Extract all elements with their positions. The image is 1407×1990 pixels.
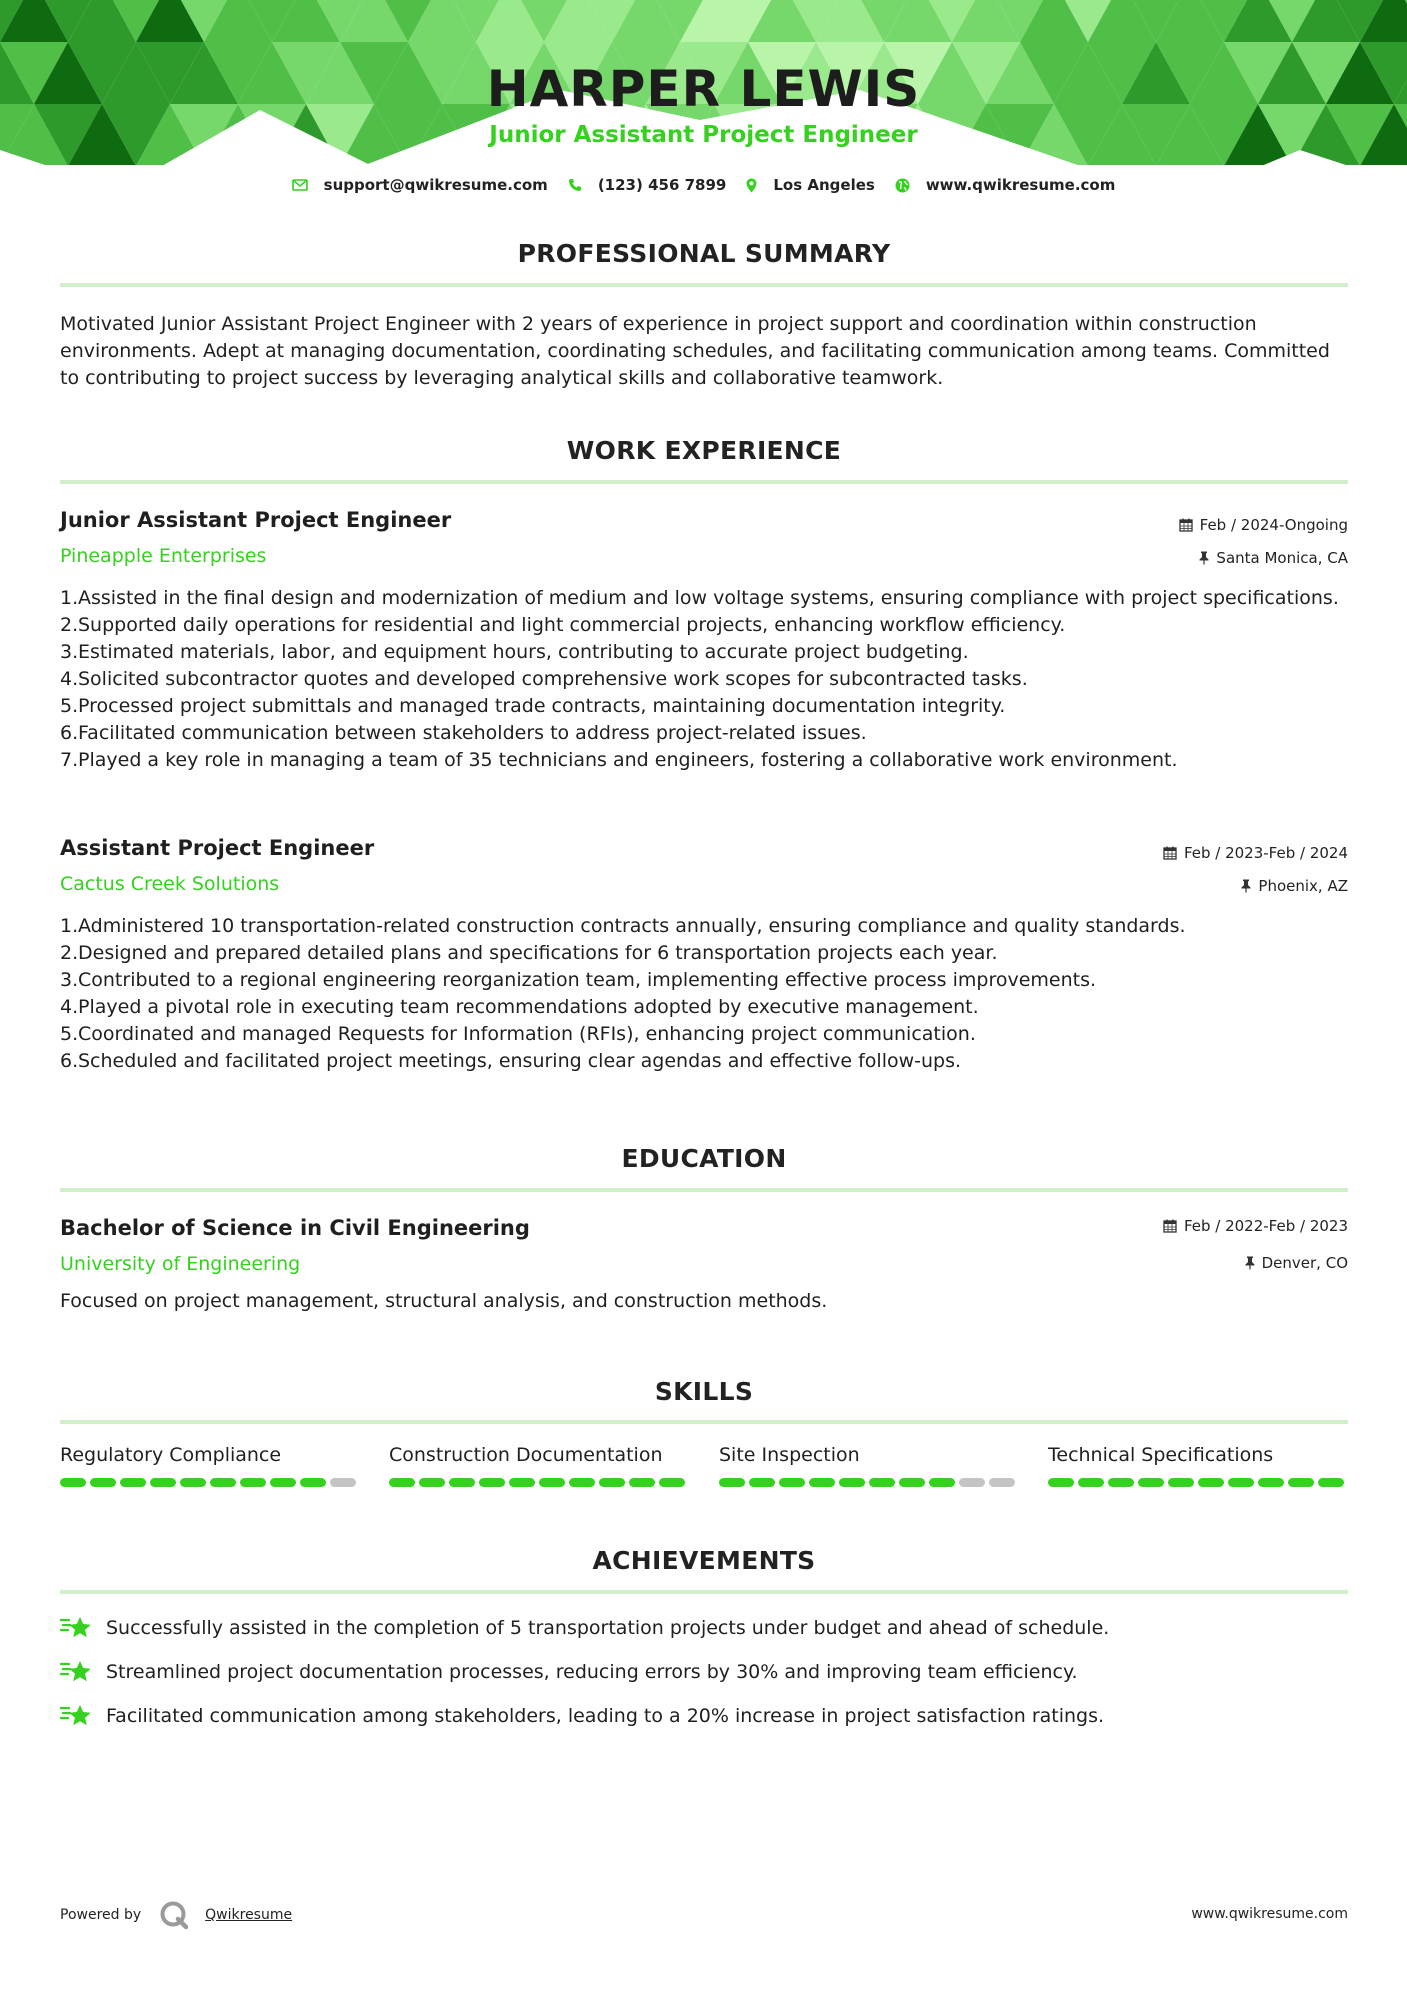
- contact-website-text: www.qwikresume.com: [925, 176, 1116, 194]
- star-icon: [60, 1658, 92, 1686]
- bullet-item: [60, 612, 1348, 639]
- skill-segment-filled: [300, 1478, 326, 1487]
- skill-segment-filled: [599, 1478, 625, 1487]
- job-dates-1-text: Feb / 2024-Ongoing: [1199, 516, 1348, 534]
- bullet-number: 3.: [60, 641, 79, 663]
- achievement-text: Facilitated communication among stakeholders, leading to a 20% increase in project satisfaction ratings.: [106, 1705, 1105, 1727]
- pushpin-icon: [1241, 879, 1251, 893]
- contact-row: [0, 174, 1407, 196]
- contact-phone[interactable]: [568, 176, 727, 194]
- skill-segment-filled: [180, 1478, 206, 1487]
- calendar-icon: [1179, 518, 1193, 532]
- skill-segment-filled: [90, 1478, 116, 1487]
- skill-segment-empty: [989, 1478, 1015, 1487]
- skill-segment-filled: [1318, 1478, 1344, 1487]
- contact-location: [746, 176, 874, 194]
- phone-icon: [568, 178, 582, 192]
- skill-segment-filled: [1048, 1478, 1074, 1487]
- skill-segment-filled: [719, 1478, 745, 1487]
- experience-divider: [60, 480, 1348, 484]
- achievement-text: Successfully assisted in the completion of 5 transportation projects under budget and ahead of schedule.: [106, 1617, 1110, 1639]
- bullet-text: Played a pivotal role in executing team recommendations adopted by executive management.: [78, 996, 979, 1018]
- bullet-number: 5.: [60, 1023, 79, 1045]
- bullet-item: [60, 994, 1348, 1021]
- skill-segment-filled: [419, 1478, 445, 1487]
- skill-segment-filled: [809, 1478, 835, 1487]
- skill-segment-filled: [1138, 1478, 1164, 1487]
- education-description: Focused on project management, structural analysis, and construction methods.: [60, 1290, 828, 1312]
- bullet-item: [60, 967, 1348, 994]
- contact-phone-text: (123) 456 7899: [597, 176, 727, 194]
- skill-segment-filled: [869, 1478, 895, 1487]
- bullet-number: 5.: [60, 695, 79, 717]
- education-location: [1245, 1254, 1348, 1272]
- skill-name: Regulatory Compliance: [60, 1444, 282, 1466]
- job-title-1: Junior Assistant Project Engineer: [60, 508, 452, 532]
- calendar-icon: [1163, 846, 1177, 860]
- bullet-number: 4.: [60, 668, 79, 690]
- skill-segment-filled: [449, 1478, 475, 1487]
- skill-segment-filled: [629, 1478, 655, 1487]
- skill-segment-filled: [270, 1478, 296, 1487]
- summary-heading: PROFESSIONAL SUMMARY: [517, 239, 891, 268]
- bullet-item: [60, 940, 1348, 967]
- skills-divider: [60, 1420, 1348, 1424]
- bullet-number: 3.: [60, 969, 79, 991]
- job-location-2-text: Phoenix, AZ: [1258, 877, 1348, 895]
- education-dates-text: Feb / 2022-Feb / 2023: [1183, 1217, 1348, 1235]
- skill-segment-filled: [120, 1478, 146, 1487]
- skill-name: Technical Specifications: [1048, 1444, 1274, 1466]
- achievements-heading: ACHIEVEMENTS: [592, 1546, 816, 1575]
- bullet-text: Played a key role in managing a team of 35 technicians and engineers, fostering a collaborative work environment.: [78, 749, 1178, 771]
- skill-segment-filled: [60, 1478, 86, 1487]
- education-dates: [1163, 1217, 1348, 1235]
- skill-segment-filled: [899, 1478, 925, 1487]
- skill-segment-filled: [839, 1478, 865, 1487]
- bullet-number: 6.: [60, 722, 79, 744]
- bullet-text: Scheduled and facilitated project meetings, ensuring clear agendas and effective follow-ups.: [78, 1050, 962, 1072]
- skill-segment-filled: [1168, 1478, 1194, 1487]
- skill-level-bar: [389, 1478, 689, 1487]
- bullet-text: Supported daily operations for residential and light commercial projects, enhancing workflow efficiency.: [78, 614, 1066, 636]
- job-bullets-1: [60, 585, 1348, 774]
- skill-segment-filled: [240, 1478, 266, 1487]
- skill-item: [1048, 1444, 1348, 1487]
- qwikresume-logo-icon: [159, 1900, 189, 1930]
- degree-title: Bachelor of Science in Civil Engineering: [60, 1216, 530, 1240]
- job-company-2: Cactus Creek Solutions: [60, 873, 280, 895]
- job-dates-2-text: Feb / 2023-Feb / 2024: [1183, 844, 1348, 862]
- bullet-item: [60, 913, 1348, 940]
- skill-segment-filled: [1288, 1478, 1314, 1487]
- envelope-icon: [292, 179, 308, 191]
- calendar-icon: [1163, 1219, 1177, 1233]
- summary-divider: [60, 283, 1348, 287]
- bullet-number: 7.: [60, 749, 79, 771]
- skill-name: Construction Documentation: [389, 1444, 663, 1466]
- achievement-item: [60, 1614, 1348, 1642]
- bullet-text: Designed and prepared detailed plans and specifications for 6 transportation projects each year.: [78, 942, 998, 964]
- bullet-number: 2.: [60, 614, 79, 636]
- skill-item: [719, 1444, 1019, 1487]
- bullet-text: Assisted in the final design and modernization of medium and low voltage systems, ensuring compliance with project specifications.: [78, 587, 1339, 609]
- skill-item: [60, 1444, 360, 1487]
- skill-segment-filled: [929, 1478, 955, 1487]
- achievement-item: [60, 1658, 1348, 1686]
- bullet-item: [60, 666, 1348, 693]
- job-company-1: Pineapple Enterprises: [60, 545, 267, 567]
- skill-segment-filled: [1258, 1478, 1284, 1487]
- skills-heading: SKILLS: [654, 1377, 754, 1406]
- bullet-item: [60, 1048, 1348, 1075]
- bullet-text: Processed project submittals and managed trade contracts, maintaining documentation integrity.: [78, 695, 1006, 717]
- bullet-text: Solicited subcontractor quotes and developed comprehensive work scopes for subcontracted tasks.: [78, 668, 1028, 690]
- skill-level-bar: [60, 1478, 360, 1487]
- skill-segment-filled: [1228, 1478, 1254, 1487]
- achievements-divider: [60, 1590, 1348, 1594]
- job-location-2: [1241, 877, 1348, 895]
- summary-text: Motivated Junior Assistant Project Engineer with 2 years of experience in project support and coordination within construction environments. Adept at managing documentation, coordinating schedules, and facilitating communication among teams. Committed to contributing to project success by leveraging analytical skills and collaborative teamwork.: [60, 313, 1330, 389]
- globe-icon: [895, 178, 910, 193]
- job-dates-1: [1179, 516, 1348, 534]
- skill-segment-filled: [150, 1478, 176, 1487]
- skill-segment-filled: [479, 1478, 505, 1487]
- job-bullets-2: [60, 913, 1348, 1075]
- pushpin-icon: [1199, 551, 1209, 565]
- bullet-number: 1.: [60, 587, 79, 609]
- bullet-text: Administered 10 transportation-related construction contracts annually, ensuring compliance and quality standards.: [78, 915, 1186, 937]
- star-icon: [60, 1702, 92, 1730]
- skill-level-bar: [719, 1478, 1019, 1487]
- star-icon: [60, 1614, 92, 1642]
- skill-segment-filled: [389, 1478, 415, 1487]
- achievement-item: [60, 1702, 1348, 1730]
- pushpin-icon: [1245, 1256, 1255, 1270]
- skill-segment-filled: [749, 1478, 775, 1487]
- bullet-text: Estimated materials, labor, and equipment hours, contributing to accurate project budgeting.: [78, 641, 969, 663]
- skill-segment-filled: [210, 1478, 236, 1487]
- job-location-1: [1199, 549, 1348, 567]
- bullet-item: [60, 720, 1348, 747]
- qwikresume-link[interactable]: Qwikresume: [205, 1907, 293, 1923]
- skill-segment-filled: [569, 1478, 595, 1487]
- school-name: University of Engineering: [60, 1253, 301, 1275]
- job-location-1-text: Santa Monica, CA: [1216, 549, 1348, 567]
- powered-by-label: Powered by: [60, 1907, 142, 1923]
- bullet-item: [60, 585, 1348, 612]
- skill-segment-filled: [659, 1478, 685, 1487]
- education-location-text: Denver, CO: [1261, 1254, 1348, 1272]
- contact-email-text: support@qwikresume.com: [323, 176, 548, 194]
- bullet-item: [60, 1021, 1348, 1048]
- footer-powered-by: [60, 1900, 292, 1930]
- map-pin-icon: [746, 178, 757, 193]
- bullet-number: 2.: [60, 942, 79, 964]
- skill-segment-filled: [1198, 1478, 1224, 1487]
- candidate-name: HARPER LEWIS: [486, 60, 921, 118]
- skill-segment-empty: [959, 1478, 985, 1487]
- bullet-text: Facilitated communication between stakeholders to address project-related issues.: [78, 722, 867, 744]
- candidate-title: Junior Assistant Project Engineer: [489, 122, 918, 148]
- bullet-item: [60, 747, 1348, 774]
- skill-segment-filled: [1078, 1478, 1104, 1487]
- bullet-text: Contributed to a regional engineering reorganization team, implementing effective process improvements.: [78, 969, 1097, 991]
- bullet-number: 6.: [60, 1050, 79, 1072]
- skill-item: [389, 1444, 689, 1487]
- contact-email[interactable]: [292, 176, 548, 194]
- skill-segment-empty: [330, 1478, 356, 1487]
- skill-segment-filled: [509, 1478, 535, 1487]
- achievement-text: Streamlined project documentation processes, reducing errors by 30% and improving team efficiency.: [106, 1661, 1078, 1683]
- job-title-2: Assistant Project Engineer: [60, 836, 375, 860]
- bullet-number: 4.: [60, 996, 79, 1018]
- education-heading: EDUCATION: [621, 1144, 787, 1173]
- bullet-text: Coordinated and managed Requests for Information (RFIs), enhancing project communication.: [78, 1023, 976, 1045]
- contact-location-text: Los Angeles: [773, 176, 875, 194]
- contact-website[interactable]: [895, 176, 1116, 194]
- skill-segment-filled: [779, 1478, 805, 1487]
- bullet-number: 1.: [60, 915, 79, 937]
- bullet-item: [60, 639, 1348, 666]
- skill-level-bar: [1048, 1478, 1348, 1487]
- experience-heading: WORK EXPERIENCE: [566, 436, 842, 465]
- skill-segment-filled: [1108, 1478, 1134, 1487]
- bullet-item: [60, 693, 1348, 720]
- job-dates-2: [1163, 844, 1348, 862]
- skill-segment-filled: [539, 1478, 565, 1487]
- footer-url[interactable]: www.qwikresume.com: [1191, 1906, 1348, 1922]
- skill-name: Site Inspection: [719, 1444, 860, 1466]
- education-divider: [60, 1188, 1348, 1192]
